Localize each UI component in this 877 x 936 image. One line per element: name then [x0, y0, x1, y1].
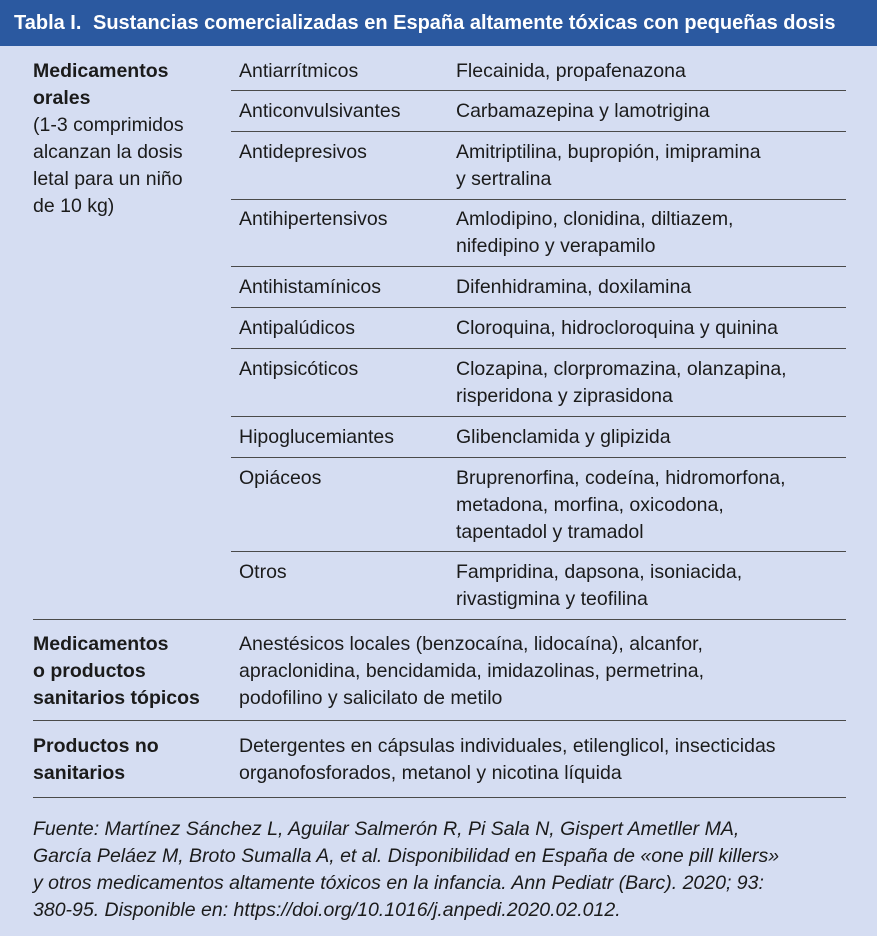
- drug-group-label: Antiarrítmicos: [239, 60, 359, 82]
- drug-line: metadona, morfina, oxicodona,: [456, 494, 724, 516]
- drug-line: risperidona y ziprasidona: [456, 385, 673, 407]
- table-label: Tabla I.: [14, 12, 82, 34]
- table-title-bar: [0, 0, 877, 46]
- category-line: Medicamentos: [33, 633, 169, 655]
- substance-line: podofilino y salicilato de metilo: [239, 687, 503, 709]
- category-line: sanitarios: [33, 762, 126, 784]
- drug-line: Bruprenorfina, codeína, hidromorfona,: [456, 467, 786, 489]
- non-sanitary-substances: [239, 733, 859, 787]
- source-line: García Peláez M, Broto Sumalla A, et al. Disponibilidad en España de «one pill killers»: [33, 845, 780, 867]
- section-divider: [33, 797, 846, 798]
- drug-group-label: Anticonvulsivantes: [239, 100, 401, 122]
- drug-group-label: Antihipertensivos: [239, 208, 388, 230]
- section-divider: [33, 720, 846, 721]
- category-line: orales: [33, 87, 91, 109]
- category-line: sanitarios tópicos: [33, 687, 200, 709]
- drug-line: Amitriptilina, bupropión, imipramina: [456, 141, 761, 163]
- category-non-sanitary-products: [33, 733, 223, 787]
- drug-group-label: Antidepresivos: [239, 141, 367, 163]
- category-line: o productos: [33, 660, 146, 682]
- drug-group-label: Antipalúdicos: [239, 317, 355, 339]
- drug-line: Fampridina, dapsona, isoniacida,: [456, 561, 743, 583]
- category-note-line: de 10 kg): [33, 195, 115, 217]
- drug-list: [456, 424, 856, 451]
- row-divider: [231, 457, 846, 458]
- drug-group-label: Hipoglucemiantes: [239, 426, 395, 448]
- topical-substances: [239, 631, 859, 712]
- row-divider: [231, 416, 846, 417]
- drug-line: nifedipino y verapamilo: [456, 235, 656, 257]
- drug-line: Amlodipino, clonidina, diltiazem,: [456, 208, 734, 230]
- category-line: Productos no: [33, 735, 159, 757]
- drug-line: y sertralina: [456, 168, 552, 190]
- drug-list: [456, 465, 856, 546]
- drug-line: rivastigmina y teofilina: [456, 588, 648, 610]
- category-oral-medications: [33, 58, 223, 220]
- row-divider: [231, 199, 846, 200]
- section-divider: [33, 619, 846, 620]
- source-line: y otros medicamentos altamente tóxicos en la infancia. Ann Pediatr (Barc). 2020; 93:: [33, 872, 764, 894]
- drug-list: [456, 58, 856, 85]
- drug-list: [456, 139, 856, 193]
- drug-line: Flecainida, propafenazona: [456, 60, 686, 82]
- drug-line: Glibenclamida y glipizida: [456, 426, 671, 448]
- drug-list: [456, 559, 856, 613]
- drug-group-label: Antihistamínicos: [239, 276, 381, 298]
- row-divider: [231, 131, 846, 132]
- drug-line: Clozapina, clorpromazina, olanzapina,: [456, 358, 787, 380]
- substance-line: organofosforados, metanol y nicotina líquida: [239, 762, 622, 784]
- table-title: Sustancias comercializadas en España altamente tóxicas con pequeñas dosis: [92, 12, 836, 34]
- category-note-line: (1-3 comprimidos: [33, 114, 184, 136]
- drug-line: Carbamazepina y lamotrigina: [456, 100, 710, 122]
- drug-group-label: Antipsicóticos: [239, 358, 359, 380]
- category-note-line: alcanzan la dosis: [33, 141, 183, 163]
- source-line: Fuente: Martínez Sánchez L, Aguilar Salmerón R, Pi Sala N, Gispert Ametller MA,: [33, 818, 740, 840]
- substance-line: Detergentes en cápsulas individuales, etilenglicol, insecticidas: [239, 735, 776, 757]
- category-note-line: letal para un niño: [33, 168, 183, 190]
- category-topical-products: [33, 631, 223, 712]
- drug-list: [456, 315, 856, 342]
- drug-line: Cloroquina, hidrocloroquina y quinina: [456, 317, 778, 339]
- substance-line: Anestésicos locales (benzocaína, lidocaína), alcanfor,: [239, 633, 703, 655]
- substance-line: apraclonidina, bencidamida, imidazolinas, permetrina,: [239, 660, 705, 682]
- drug-list: [456, 274, 856, 301]
- source-citation: [33, 816, 863, 924]
- row-divider: [231, 90, 846, 91]
- drug-line: tapentadol y tramadol: [456, 521, 644, 543]
- row-divider: [231, 307, 846, 308]
- drug-group-label: Opiáceos: [239, 467, 322, 489]
- row-divider: [231, 551, 846, 552]
- source-line: 380-95. Disponible en: https://doi.org/10.1016/j.anpedi.2020.02.012.: [33, 899, 621, 921]
- drug-list: [456, 356, 856, 410]
- row-divider: [231, 266, 846, 267]
- drug-line: Difenhidramina, doxilamina: [456, 276, 692, 298]
- category-line: Medicamentos: [33, 60, 169, 82]
- drug-list: [456, 98, 856, 125]
- drug-group-label: Otros: [239, 561, 287, 583]
- drug-list: [456, 206, 856, 260]
- row-divider: [231, 348, 846, 349]
